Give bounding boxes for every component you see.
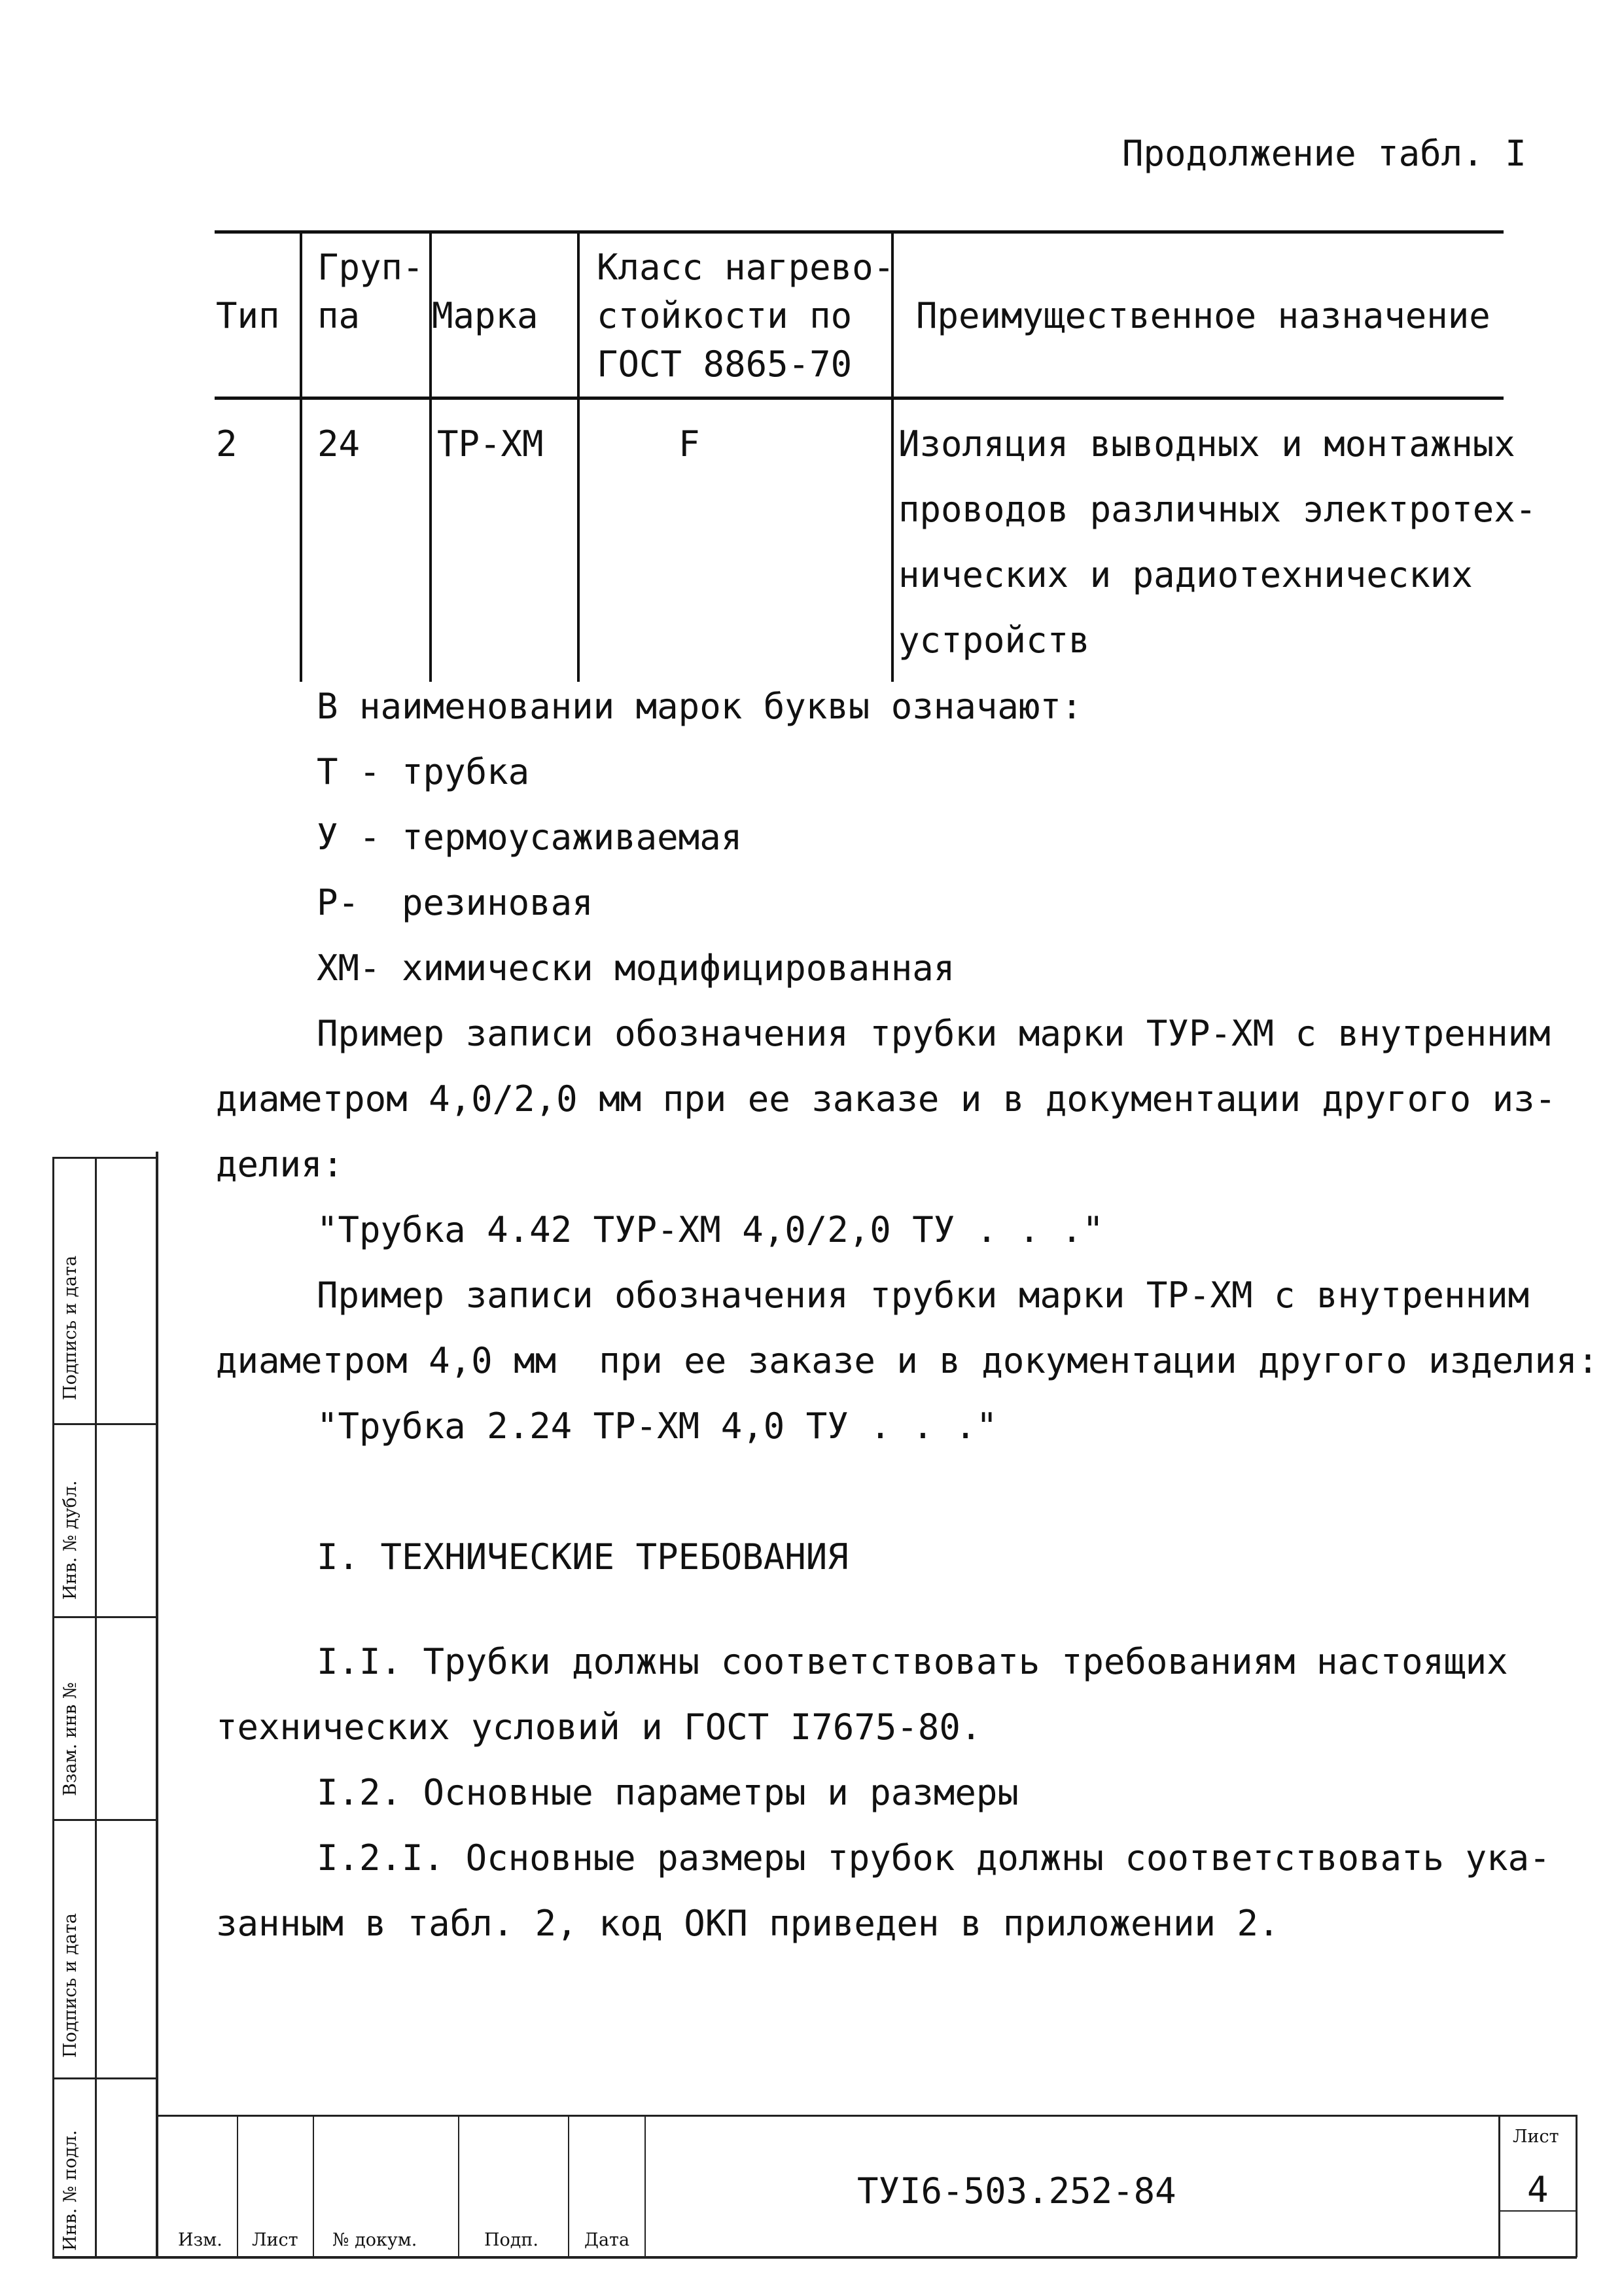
section-title: I. ТЕХНИЧЕСКИЕ ТРЕБОВАНИЯ (317, 1536, 849, 1578)
para-1-2-1-line1: I.2.I. Основные размеры трубок должны соответствовать ука- (317, 1837, 1551, 1879)
side-label-inv-dubl: Инв. № дубл. (60, 1480, 80, 1600)
example1-line1: Пример записи обозначения трубки марки ТУР-ХМ с внутренним (317, 1013, 1551, 1054)
example2-code: "Трубка 2.24 ТР-ХМ 4,0 ТУ . . ." (317, 1405, 998, 1447)
legend-t: Т - трубка (317, 751, 530, 792)
legend-u: У - термоусаживаемая (317, 817, 743, 858)
header-group-line1: Груп- (317, 247, 424, 288)
cell-purpose-line2: проводов различных электротех- (898, 489, 1537, 530)
para-1-2: I.2. Основные параметры и размеры (317, 1772, 1019, 1813)
header-class-line2: стойкости по (597, 295, 853, 336)
stamp-col-sign: Подп. (484, 2230, 539, 2250)
para-1-1-line1: I.I. Трубки должны соответствовать требованиям настоящих (317, 1641, 1508, 1682)
cell-mark: ТР-ХМ (437, 423, 544, 465)
table-header-rule (215, 397, 1504, 400)
cell-class: F (679, 423, 700, 465)
legend-xm: ХМ- химически модифицированная (317, 947, 955, 989)
example1-code: "Трубка 4.42 ТУР-ХМ 4,0/2,0 ТУ . . ." (317, 1209, 1104, 1250)
cell-purpose-line1: Изоляция выводных и монтажных (898, 423, 1515, 465)
stamp-right-rule (1576, 2115, 1578, 2257)
frame-main-rule (156, 1152, 158, 2257)
legend-intro: В наименовании марок буквы означают: (317, 686, 1083, 727)
stamp-sheet-label: Лист (1513, 2127, 1559, 2147)
cell-purpose-line3: нических и радиотехнических (898, 554, 1473, 595)
stamp-col (568, 2115, 569, 2257)
example1-line2: диаметром 4,0/2,0 мм при ее заказе и в документации другого из- (216, 1078, 1557, 1120)
table-col-divider (300, 230, 302, 682)
frame-divider (52, 2077, 157, 2079)
continuation-label: Продолжение табл. I (1122, 133, 1526, 174)
header-purpose: Преимущественное назначение (916, 295, 1490, 336)
example2-line2: диаметром 4,0 мм при ее заказе и в документации другого изделия: (216, 1340, 1599, 1381)
example2-line1: Пример записи обозначения трубки марки ТР-ХМ с внутренним (317, 1275, 1530, 1316)
stamp-col (458, 2115, 459, 2257)
cell-type: 2 (216, 423, 238, 465)
frame-top-rule (52, 1157, 157, 1159)
header-class-line3: ГОСТ 8865-70 (597, 344, 853, 385)
stamp-col (237, 2115, 238, 2257)
frame-inner-rule (95, 1158, 97, 2257)
frame-bottom-rule (52, 2256, 1577, 2259)
header-mark: Марка (432, 295, 538, 336)
table-col-divider (577, 230, 580, 682)
stamp-col-izm: Изм. (178, 2230, 222, 2250)
stamp-col-date: Дата (584, 2230, 630, 2250)
cell-group: 24 (317, 423, 361, 465)
header-group-line2: па (317, 295, 361, 336)
para-1-2-1-line2: занным в табл. 2, код ОКП приведен в приложении 2. (216, 1903, 1280, 1944)
frame-divider (52, 1819, 157, 1821)
table-col-divider (891, 230, 894, 682)
stamp-col (313, 2115, 314, 2257)
header-type: Тип (216, 295, 280, 336)
header-class-line1: Класс нагрево- (597, 247, 895, 288)
stamp-col-doc: № докум. (332, 2230, 417, 2250)
frame-left-rule (52, 1158, 54, 2257)
stamp-col (644, 2115, 646, 2257)
stamp-col-list: Лист (252, 2230, 298, 2250)
table-top-rule (215, 230, 1504, 234)
legend-r: Р- резиновая (317, 882, 593, 923)
stamp-col (1498, 2115, 1500, 2257)
side-label-inv-podl: Инв. № подл. (60, 2130, 80, 2251)
stamp-sheet-number: 4 (1527, 2169, 1549, 2210)
para-1-1-line2: технических условий и ГОСТ I7675-80. (216, 1706, 982, 1748)
side-label-sign-date-1: Подпись и дата (60, 1913, 80, 2058)
frame-divider (52, 1423, 157, 1425)
stamp-designation: ТУI6-503.252-84 (857, 2170, 1176, 2212)
side-label-sign-date-2: Подпись и дата (60, 1255, 80, 1400)
cell-purpose-line4: устройств (898, 620, 1090, 661)
frame-divider (52, 1616, 157, 1618)
stamp-top-rule (157, 2115, 1577, 2117)
stamp-sheet-divider (1498, 2210, 1577, 2212)
example1-line3: делия: (216, 1144, 344, 1185)
side-label-vzam-inv: Взам. инв № (60, 1682, 80, 1796)
